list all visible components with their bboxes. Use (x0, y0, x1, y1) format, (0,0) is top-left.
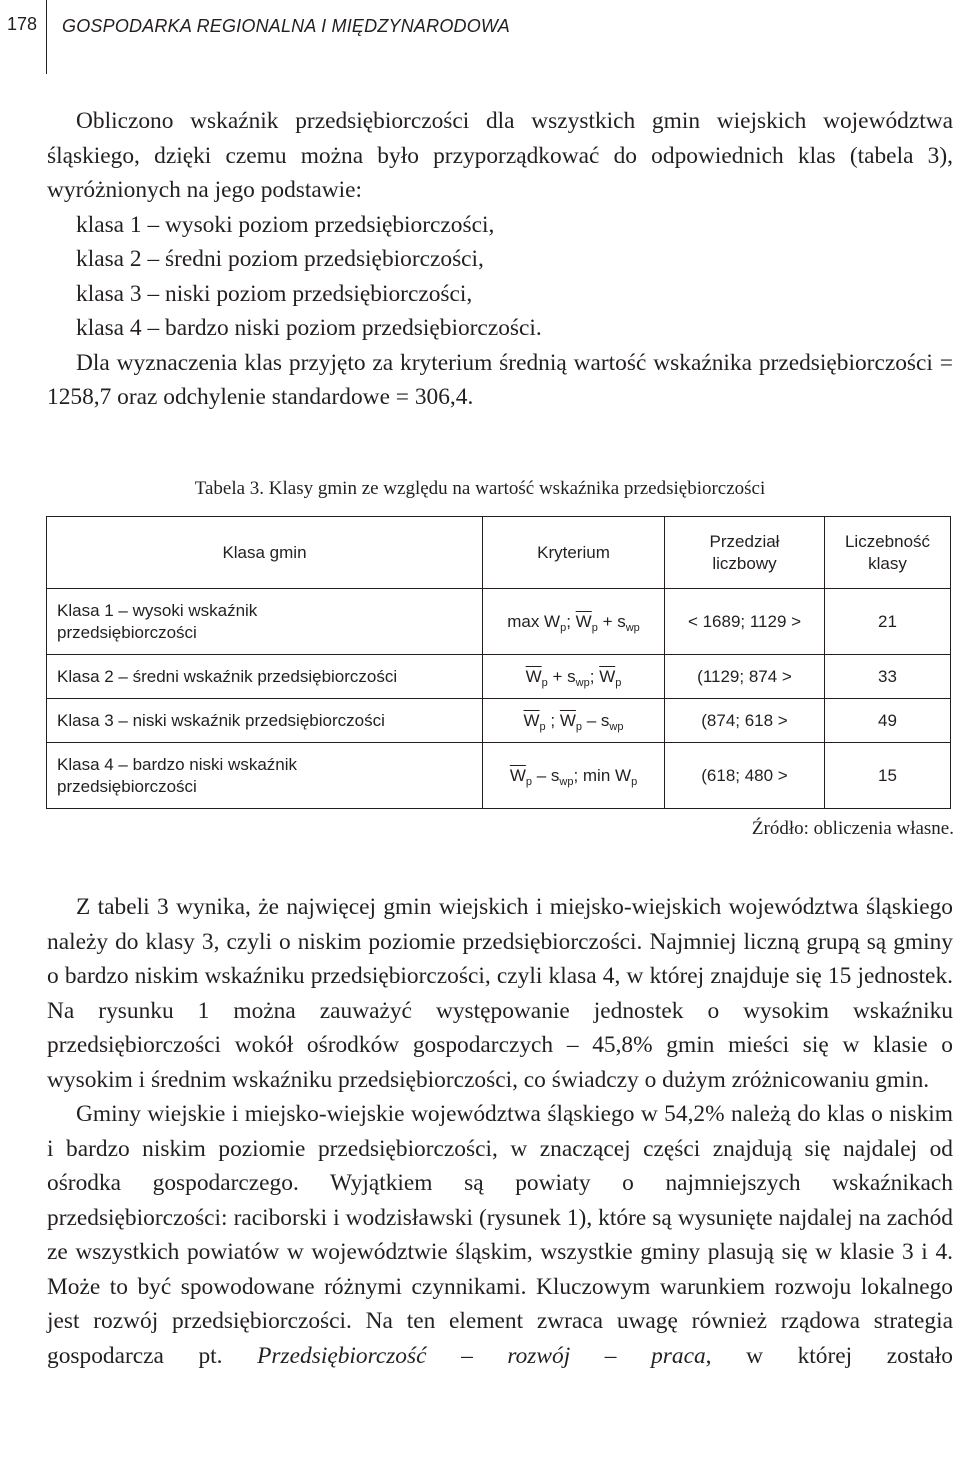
table-caption: Tabela 3. Klasy gmin ze względu na wartość wskaźnika przedsiębiorczości (194, 478, 766, 499)
kryt-a: $\overline{W}$ (525, 666, 542, 686)
header-liczebnosc (825, 517, 951, 589)
cell-kryterium (483, 699, 665, 743)
kryt-sub-p: p (525, 775, 532, 788)
classes-table (46, 516, 951, 809)
table-row (47, 589, 951, 655)
kryt-c: ; min W (573, 765, 632, 785)
class-list-item-4: klasa 4 – bardzo niski poziom przedsiębiorczości. (76, 315, 542, 341)
kryt-a: $\overline{W}$ (523, 710, 540, 730)
header-przedzial-line2: liczbowy (712, 553, 777, 573)
header-przedzial-line1: Przedział (709, 531, 780, 551)
kryt-c: $\overline{W}$ (575, 611, 592, 631)
intro-section (47, 104, 953, 415)
kryt-sub-wp: wp (625, 621, 640, 634)
cell-liczebnosc: 15 (825, 743, 951, 809)
kryt-sub-wp: wp (609, 720, 624, 733)
cell-kryterium (483, 589, 665, 655)
table-row (47, 699, 951, 743)
table-row (47, 743, 951, 809)
cell-kryterium (483, 655, 665, 699)
cell-klasa-line1: Klasa 1 – wysoki wskaźnik (57, 600, 258, 620)
cell-klasa-line2: przedsiębiorczości (57, 622, 197, 642)
cell-liczebnosc: 21 (825, 589, 951, 655)
kryt-sub-wp: wp (559, 775, 574, 788)
page-header (0, 0, 960, 62)
intro-paragraph: Obliczono wskaźnik przedsiębiorczości dla wszystkich gmin wiejskich województwa śląskiego, dzięki czemu można było przyporządkować do odpowiednich klas (tabela 3), wyróżnionych na jego podstawie: (47, 108, 953, 203)
kryt-b: ; (566, 611, 576, 631)
cell-klasa-line1: Klasa 4 – bardzo niski wskaźnik (57, 754, 298, 774)
kryt-d: $\overline{W}$ (599, 666, 616, 686)
cell-klasa (47, 589, 483, 655)
kryt-b: – s (531, 765, 560, 785)
header-divider (46, 0, 47, 74)
running-title: GOSPODARKA REGIONALNA I MIĘDZYNARODOWA (62, 16, 511, 36)
strategy-title: Przedsiębiorczość – rozwój – praca (257, 1342, 706, 1369)
kryt-c: ; (589, 666, 600, 686)
criteria-paragraph: Dla wyznaczenia klas przyjęto za kryterium średnią wartość wskaźnika przedsiębiorczości = 1258,7 oraz odchylenie standardowe = 306,4. (47, 349, 953, 410)
kryt-b: ; (545, 710, 560, 730)
cell-przedzial: (874; 618 > (665, 699, 825, 743)
kryt-sub-wp: wp (575, 676, 590, 689)
cell-przedzial: (1129; 874 > (665, 655, 825, 699)
cell-kryterium (483, 743, 665, 809)
conclusion-paragraph (47, 1097, 953, 1373)
class-list-item-1: klasa 1 – wysoki poziom przedsiębiorczości, (76, 211, 495, 238)
kryt-sub-p: p (560, 621, 567, 634)
table-row (47, 655, 951, 699)
kryt-a: max W (507, 611, 561, 631)
cell-klasa-line2: przedsiębiorczości (57, 776, 197, 796)
kryt-sub-p2: p (591, 621, 598, 634)
cell-liczebnosc: 33 (825, 655, 951, 699)
table-source: Źródło: obliczenia własne. (751, 818, 954, 839)
kryt-b: + s (547, 666, 576, 686)
conclusion-text: Gminy wiejskie i miejsko-wiejskie województwa śląskiego w 54,2% należą do klas o niskim i bardzo niskim poziomie przedsiębiorczości, w znaczącej części znajdują się najdalej od ośrodka gospodarczego. Wyjątkiem są powiaty o najmniejszych wskaźnikach przedsiębiorczości: raciborski i wodzisławski (rysunek 1), które są wysunięte najdalej na zachód ze wszystkich powiatów w województwie śląskim, wszystkie gminy plasują się w klasie 3 i 4. Może to być spowodowane różnymi czynnikami. Kluczowym warunkiem rozwoju lokalnego jest rozwój przedsiębiorczości. Na ten element zwraca uwagę również rządowa strategia gospodarcza pt. (47, 1101, 953, 1369)
kryt-c: $\overline{W}$ (559, 710, 576, 730)
class-list-item-2: klasa 2 – średni poziom przedsiębiorczości, (76, 246, 484, 272)
header-klasa-gmin: Klasa gmin (47, 517, 483, 589)
cell-klasa: Klasa 2 – średni wskaźnik przedsiębiorczości (47, 655, 483, 699)
cell-przedzial: < 1689; 1129 > (665, 589, 825, 655)
header-liczebnosc-line1: Liczebność (844, 531, 931, 551)
kryt-d: – s (582, 710, 610, 730)
cell-klasa: Klasa 3 – niski wskaźnik przedsiębiorczości (47, 699, 483, 743)
header-liczebnosc-line2: klasy (868, 553, 907, 573)
analysis-paragraph: Z tabeli 3 wynika, że najwięcej gmin wiejskich i miejsko-wiejskich województwa śląskiego należy do klasy 3, czyli o niskim poziomie przedsiębiorczości. Najmniej liczną grupą są gminy o bardzo niskim wskaźniku przedsiębiorczości, czyli klasa 4, w której znajduje się 15 jednostek. Na rysunku 1 można zauważyć występowanie jednostek o wysokim wskaźniku przedsiębiorczości wokół ośrodków gospodarczych – 45,8% gmin mieści się w klasie o wysokim i średnim wskaźniku przedsiębiorczości, co świadczy o dużym zróżnicowaniu gmin. (47, 894, 953, 1093)
cell-klasa (47, 743, 483, 809)
kryt-sub-p2: p (575, 720, 583, 733)
kryt-sub-p: p (539, 720, 546, 733)
cell-liczebnosc: 49 (825, 699, 951, 743)
kryt-a: $\overline{W}$ (509, 765, 526, 785)
table-header-row (47, 517, 951, 589)
kryt-sub-p: p (541, 676, 548, 689)
cell-przedzial: (618; 480 > (665, 743, 825, 809)
header-przedzial (665, 517, 825, 589)
conclusion-tail: , w której zostało (705, 1342, 953, 1369)
kryt-sub-p2: p (615, 676, 622, 689)
kryt-d: + s (597, 611, 626, 631)
header-kryterium: Kryterium (483, 517, 665, 589)
body-section (47, 890, 953, 1373)
page-number: 178 (6, 14, 38, 34)
class-list-item-3: klasa 3 – niski poziom przedsiębiorczości, (76, 280, 473, 307)
kryt-sub-p2: p (631, 775, 638, 788)
